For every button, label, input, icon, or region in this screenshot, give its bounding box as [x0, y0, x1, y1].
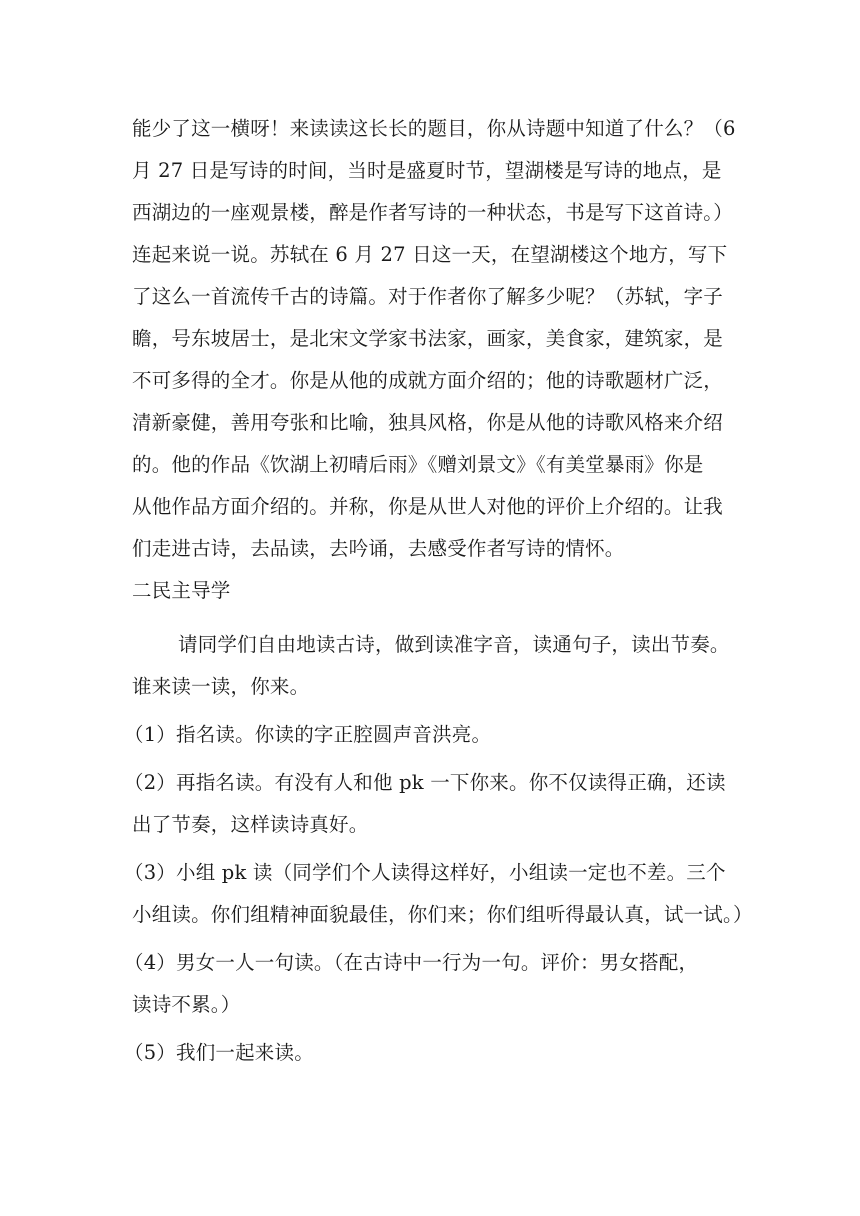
text-line: 不可多得的全才。你是从他的成就方面介绍的；他的诗歌题材广泛， [132, 369, 724, 392]
text-line: 连起来说一说。苏轼在 6 月 27 日这一天，在望湖楼这个地方，写下 [132, 243, 728, 266]
text-line: 谁来读一读，你来。 [132, 675, 310, 698]
text-line: 清新豪健，善用夸张和比喻，独具风格，你是从他的诗歌风格来介绍 [132, 411, 724, 434]
text-line: 了这么一首流传千古的诗篇。对于作者你了解多少呢？（苏轼，字子 [132, 285, 724, 308]
text-line: 们走进古诗，去品读，去吟诵，去感受作者写诗的情怀。 [132, 537, 625, 560]
list-item-continuation: 读诗不累。） [132, 993, 241, 1016]
text-line: 的。他的作品《饮湖上初晴后雨》《赠刘景文》《有美堂暴雨》你是 [132, 453, 704, 476]
list-item: （3）小组 pk 读（同学们个人读得这样好，小组读一定也不差。三个 [124, 861, 726, 884]
list-item-continuation: 出了节奏，这样读诗真好。 [132, 813, 369, 836]
text-line-indented: 请同学们自由地读古诗，做到读准字音，读通句子，读出节奏。 [178, 633, 730, 656]
section-heading: 二民主导学 [132, 579, 231, 602]
text-line: 从他作品方面介绍的。并称，你是从世人对他的评价上介绍的。让我 [132, 495, 724, 518]
text-line: 能少了这一横呀！来读读这长长的题目，你从诗题中知道了什么？（6 [132, 117, 736, 140]
list-item: （4）男女一人一句读。（在古诗中一行为一句。评价：男女搭配， [124, 951, 699, 974]
list-item-continuation: 小组读。你们组精神面貌最佳，你们来；你们组听得最认真，试一试。） [132, 903, 753, 926]
text-line: 瞻，号东坡居士，是北宋文学家书法家，画家，美食家，建筑家，是 [132, 327, 724, 350]
list-item: （5）我们一起来读。 [124, 1041, 314, 1064]
list-item: （2）再指名读。有没有人和他 pk 一下你来。你不仅读得正确，还读 [124, 771, 726, 794]
list-item: （1）指名读。你读的字正腔圆声音洪亮。 [124, 723, 492, 746]
text-line: 西湖边的一座观景楼，醉是作者写诗的一种状态，书是写下这首诗。） [132, 201, 733, 224]
text-line: 月 27 日是写诗的时间，当时是盛夏时节，望湖楼是写诗的地点，是 [132, 159, 722, 182]
